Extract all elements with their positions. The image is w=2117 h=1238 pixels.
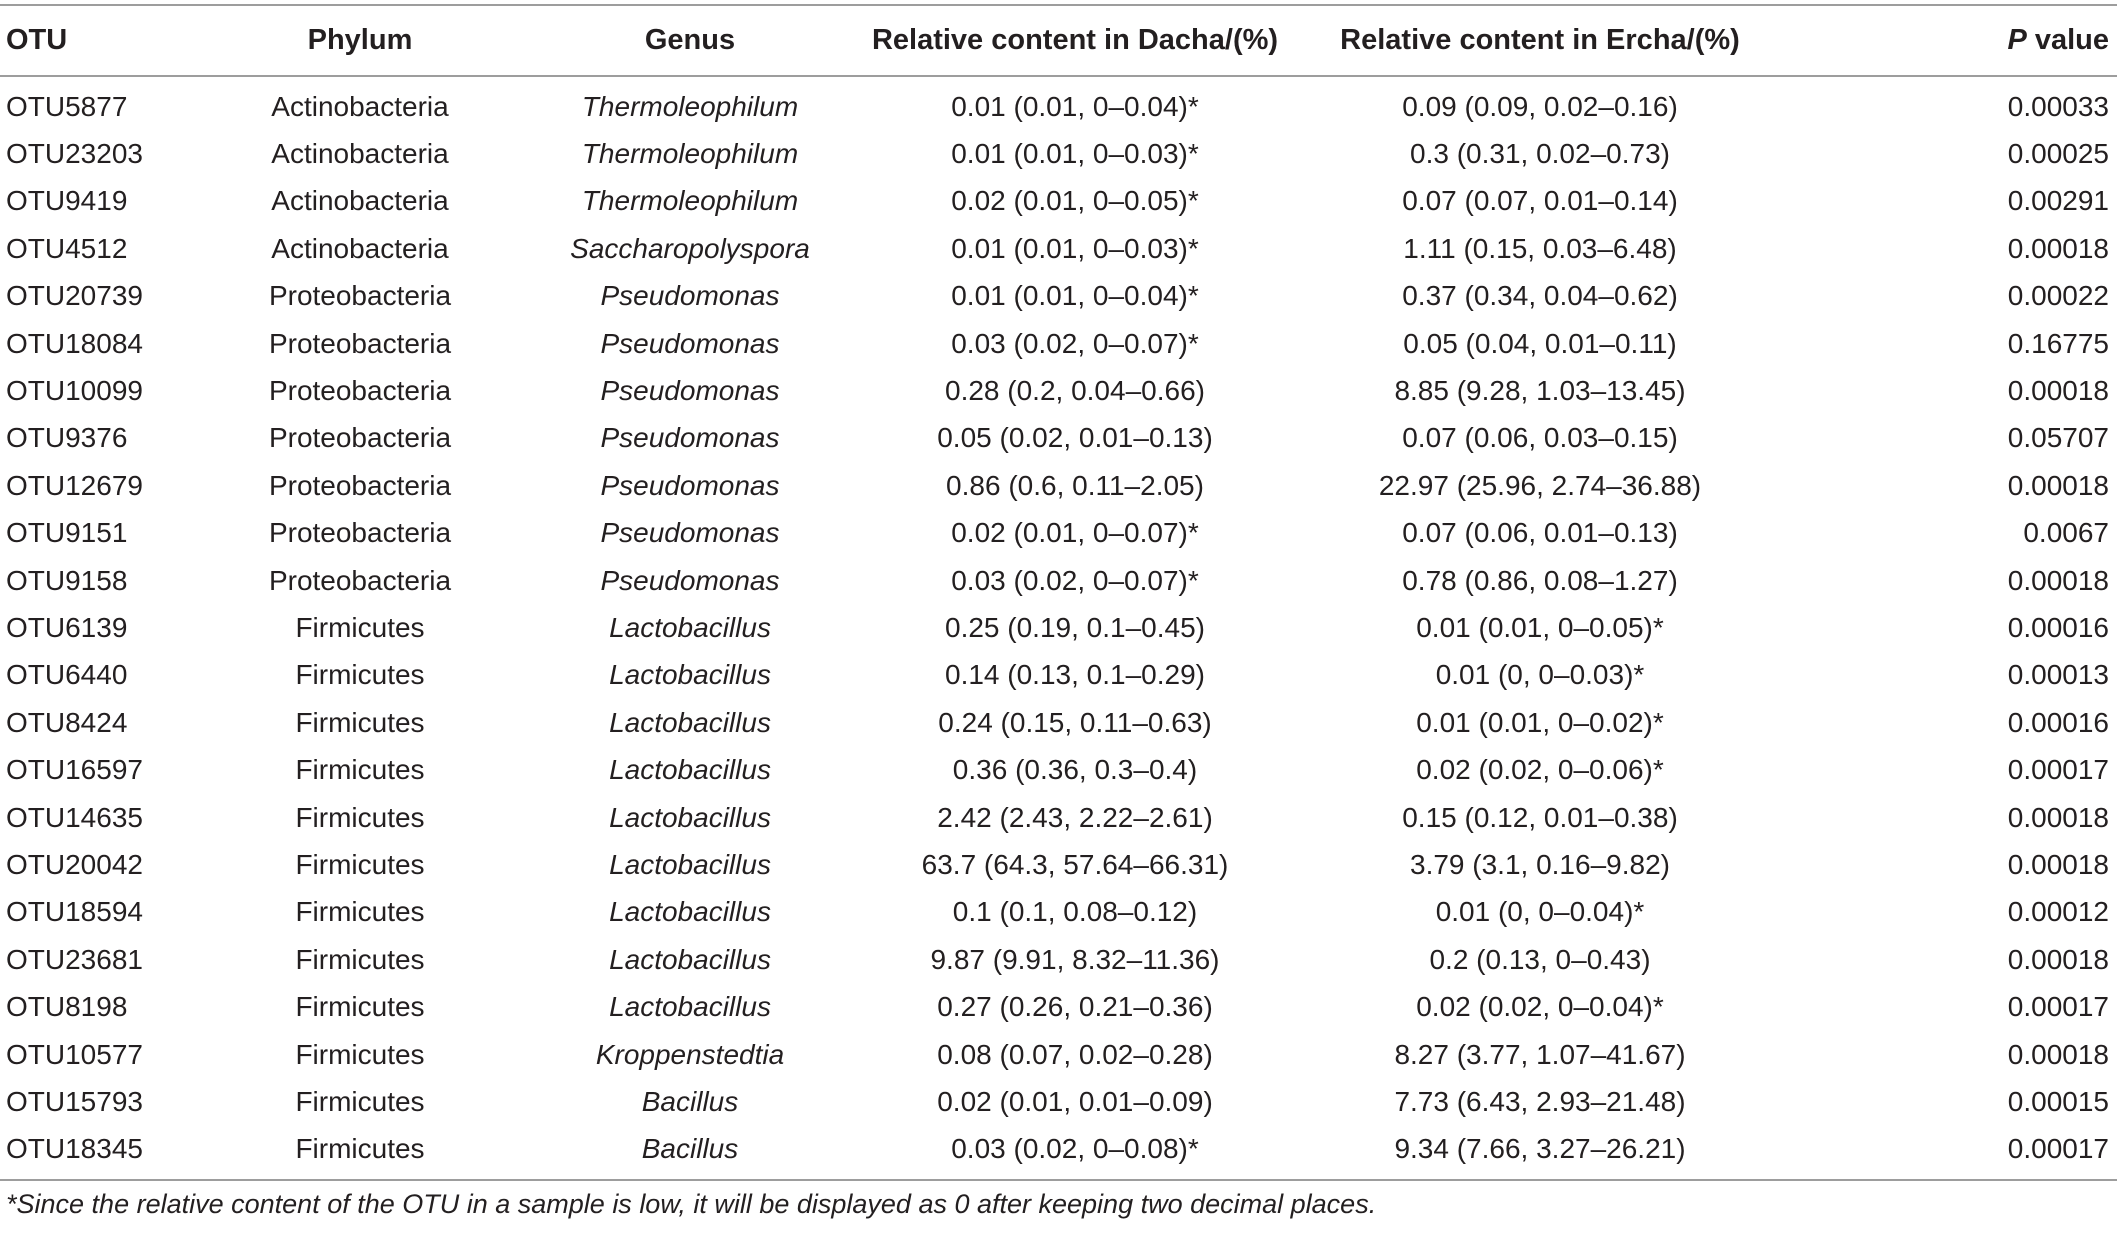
header-phylum: Phylum: [307, 24, 413, 56]
cell-phylum: Proteobacteria: [268, 422, 452, 454]
table-row: [0, 889, 2117, 936]
cell-genus: Lactobacillus: [609, 659, 771, 691]
cell-p-value: 0.00016: [2007, 611, 2109, 643]
cell-genus: Lactobacillus: [609, 611, 771, 643]
cell-dacha: 0.01 (0.01, 0–0.04)*: [951, 90, 1199, 122]
cell-genus: Saccharopolyspora: [570, 232, 810, 264]
cell-ercha: 0.01 (0.01, 0–0.02)*: [1416, 706, 1664, 738]
cell-otu: OTU4512: [6, 232, 128, 264]
cell-ercha: 0.3 (0.31, 0.02–0.73): [1410, 138, 1670, 170]
table-row: [0, 841, 2117, 888]
cell-dacha: 0.28 (0.2, 0.04–0.66): [945, 375, 1205, 407]
cell-p-value: 0.0067: [2023, 517, 2109, 549]
cell-ercha: 22.97 (25.96, 2.74–36.88): [1378, 469, 1702, 501]
cell-genus: Lactobacillus: [609, 991, 771, 1023]
cell-phylum: Actinobacteria: [271, 90, 449, 122]
table-row: [0, 1031, 2117, 1078]
header-dacha: Relative content in Dacha/(%): [871, 24, 1279, 56]
cell-genus: Pseudomonas: [600, 564, 780, 596]
table-row: [0, 320, 2117, 367]
cell-dacha: 0.01 (0.01, 0–0.04)*: [951, 280, 1199, 312]
cell-p-value: 0.00025: [2007, 138, 2109, 170]
table-footnote: *Since the relative content of the OTU in a sample is low, it will be displayed as 0 after keeping two decimal places.: [6, 1188, 1377, 1219]
cell-ercha: 0.05 (0.04, 0.01–0.11): [1403, 327, 1677, 359]
cell-dacha: 0.03 (0.02, 0–0.07)*: [951, 327, 1199, 359]
cell-genus: Pseudomonas: [600, 327, 780, 359]
header-p-rest: value: [2026, 24, 2109, 56]
cell-p-value: 0.00018: [2007, 232, 2109, 264]
cell-phylum: Proteobacteria: [268, 327, 452, 359]
cell-otu: OTU6440: [6, 659, 128, 691]
cell-ercha: 7.73 (6.43, 2.93–21.48): [1394, 1085, 1686, 1117]
cell-p-value: 0.00291: [2007, 185, 2109, 217]
cell-ercha: 0.02 (0.02, 0–0.06)*: [1416, 754, 1664, 786]
cell-phylum: Firmicutes: [295, 943, 425, 975]
cell-p-value: 0.00022: [2007, 280, 2109, 312]
header-p-letter: P: [2007, 24, 2027, 56]
cell-phylum: Firmicutes: [295, 801, 425, 833]
cell-genus: Bacillus: [641, 1133, 739, 1165]
cell-ercha: 0.07 (0.06, 0.01–0.13): [1402, 517, 1678, 549]
cell-ercha: 0.37 (0.34, 0.04–0.62): [1402, 280, 1678, 312]
cell-otu: OTU20042: [6, 848, 143, 880]
cell-otu: OTU23203: [6, 138, 143, 170]
cell-dacha: 9.87 (9.91, 8.32–11.36): [930, 943, 1220, 975]
cell-dacha: 63.7 (64.3, 57.64–66.31): [921, 848, 1229, 880]
cell-genus: Thermoleophilum: [581, 138, 799, 170]
otu-table: [0, 4, 2117, 1181]
cell-otu: OTU10099: [6, 375, 143, 407]
table-row: [0, 76, 2117, 130]
cell-p-value: 0.00018: [2007, 1038, 2109, 1070]
cell-otu: OTU12679: [6, 469, 143, 501]
table-row: [0, 415, 2117, 462]
cell-otu: OTU5877: [6, 90, 128, 122]
cell-p-value: 0.00018: [2007, 943, 2109, 975]
header-p-value: [1780, 5, 2117, 76]
table-body: [0, 76, 2117, 1180]
cell-otu: OTU8198: [6, 991, 128, 1023]
cell-ercha: 0.01 (0, 0–0.04)*: [1435, 896, 1645, 928]
cell-otu: OTU23681: [6, 943, 143, 975]
table-row: [0, 178, 2117, 225]
cell-phylum: Proteobacteria: [268, 564, 452, 596]
cell-genus: Thermoleophilum: [581, 90, 799, 122]
cell-otu: OTU10577: [6, 1038, 143, 1070]
header-genus: Genus: [644, 24, 736, 56]
cell-phylum: Proteobacteria: [268, 375, 452, 407]
cell-dacha: 0.01 (0.01, 0–0.03)*: [951, 232, 1199, 264]
cell-otu: OTU9158: [6, 564, 128, 596]
cell-otu: OTU9376: [6, 422, 128, 454]
cell-p-value: 0.05707: [2007, 422, 2109, 454]
cell-dacha: 0.03 (0.02, 0–0.07)*: [951, 564, 1199, 596]
cell-otu: OTU18345: [6, 1133, 143, 1165]
cell-p-value: 0.16775: [2007, 327, 2109, 359]
cell-phylum: Proteobacteria: [268, 280, 452, 312]
cell-genus: Lactobacillus: [609, 706, 771, 738]
table-row: [0, 936, 2117, 983]
cell-genus: Pseudomonas: [600, 280, 780, 312]
cell-phylum: Firmicutes: [295, 1038, 425, 1070]
table-row: [0, 367, 2117, 414]
table-row: [0, 746, 2117, 793]
cell-ercha: 3.79 (3.1, 0.16–9.82): [1410, 848, 1670, 880]
cell-ercha: 0.15 (0.12, 0.01–0.38): [1402, 801, 1678, 833]
table-row: [0, 1078, 2117, 1125]
cell-phylum: Actinobacteria: [271, 185, 449, 217]
cell-otu: OTU18084: [6, 327, 143, 359]
cell-p-value: 0.00012: [2007, 896, 2109, 928]
cell-phylum: Proteobacteria: [268, 469, 452, 501]
cell-genus: Kroppenstedtia: [595, 1038, 785, 1070]
cell-otu: OTU6139: [6, 611, 128, 643]
cell-dacha: 0.1 (0.1, 0.08–0.12): [952, 896, 1198, 928]
cell-ercha: 0.02 (0.02, 0–0.04)*: [1416, 991, 1664, 1023]
table-row: [0, 652, 2117, 699]
cell-genus: Lactobacillus: [609, 801, 771, 833]
cell-dacha: 0.02 (0.01, 0.01–0.09): [937, 1085, 1213, 1117]
cell-ercha: 0.2 (0.13, 0–0.43): [1429, 943, 1651, 975]
cell-genus: Pseudomonas: [600, 469, 780, 501]
table-row: [0, 699, 2117, 746]
header-ercha: Relative content in Ercha/(%): [1340, 24, 1740, 56]
cell-phylum: Firmicutes: [295, 848, 425, 880]
table-row: [0, 462, 2117, 509]
cell-otu: OTU9419: [6, 185, 128, 217]
cell-phylum: Firmicutes: [295, 706, 425, 738]
cell-p-value: 0.00015: [2007, 1085, 2109, 1117]
cell-phylum: Firmicutes: [295, 991, 425, 1023]
cell-phylum: Firmicutes: [295, 611, 425, 643]
cell-otu: OTU8424: [6, 706, 128, 738]
cell-phylum: Firmicutes: [295, 659, 425, 691]
cell-dacha: 0.08 (0.07, 0.02–0.28): [937, 1038, 1213, 1070]
cell-ercha: 1.11 (0.15, 0.03–6.48): [1403, 232, 1677, 264]
cell-genus: Lactobacillus: [609, 896, 771, 928]
cell-dacha: 2.42 (2.43, 2.22–2.61): [937, 801, 1213, 833]
cell-ercha: 8.27 (3.77, 1.07–41.67): [1394, 1038, 1686, 1070]
cell-genus: Lactobacillus: [609, 943, 771, 975]
cell-otu: OTU20739: [6, 280, 143, 312]
cell-ercha: 0.07 (0.07, 0.01–0.14): [1402, 185, 1678, 217]
cell-ercha: 8.85 (9.28, 1.03–13.45): [1394, 375, 1686, 407]
cell-dacha: 0.03 (0.02, 0–0.08)*: [951, 1133, 1199, 1165]
cell-otu: OTU9151: [6, 517, 128, 549]
table-row: [0, 225, 2117, 272]
cell-dacha: 0.02 (0.01, 0–0.07)*: [951, 517, 1199, 549]
cell-dacha: 0.36 (0.36, 0.3–0.4): [952, 754, 1198, 786]
cell-ercha: 0.07 (0.06, 0.03–0.15): [1402, 422, 1678, 454]
cell-p-value: 0.00017: [2007, 1133, 2109, 1165]
cell-otu: OTU18594: [6, 896, 143, 928]
cell-dacha: 0.02 (0.01, 0–0.05)*: [951, 185, 1199, 217]
cell-genus: Lactobacillus: [609, 754, 771, 786]
cell-otu: OTU15793: [6, 1085, 143, 1117]
cell-ercha: 0.78 (0.86, 0.08–1.27): [1402, 564, 1678, 596]
cell-phylum: Firmicutes: [295, 1133, 425, 1165]
cell-phylum: Actinobacteria: [271, 232, 449, 264]
cell-dacha: 0.27 (0.26, 0.21–0.36): [937, 991, 1213, 1023]
cell-genus: Bacillus: [641, 1085, 739, 1117]
cell-p-value: 0.00018: [2007, 469, 2109, 501]
cell-p-value: 0.00018: [2007, 564, 2109, 596]
cell-genus: Lactobacillus: [609, 848, 771, 880]
table-row: [0, 1126, 2117, 1180]
cell-ercha: 9.34 (7.66, 3.27–26.21): [1394, 1133, 1686, 1165]
cell-genus: Pseudomonas: [600, 422, 780, 454]
cell-phylum: Actinobacteria: [271, 138, 449, 170]
cell-dacha: 0.05 (0.02, 0.01–0.13): [937, 422, 1213, 454]
cell-phylum: Firmicutes: [295, 754, 425, 786]
cell-p-value: 0.00013: [2007, 659, 2109, 691]
table-row: [0, 983, 2117, 1030]
table-row: [0, 273, 2117, 320]
cell-dacha: 0.25 (0.19, 0.1–0.45): [945, 611, 1205, 643]
cell-genus: Thermoleophilum: [581, 185, 799, 217]
cell-p-value: 0.00018: [2007, 375, 2109, 407]
cell-ercha: 0.09 (0.09, 0.02–0.16): [1402, 90, 1678, 122]
cell-phylum: Firmicutes: [295, 1085, 425, 1117]
table-row: [0, 604, 2117, 651]
cell-otu: OTU16597: [6, 754, 143, 786]
cell-ercha: 0.01 (0, 0–0.03)*: [1435, 659, 1645, 691]
cell-dacha: 0.86 (0.6, 0.11–2.05): [946, 469, 1204, 501]
cell-dacha: 0.24 (0.15, 0.11–0.63): [938, 706, 1212, 738]
cell-p-value: 0.00033: [2007, 90, 2109, 122]
header-otu: OTU: [6, 24, 68, 56]
cell-genus: Pseudomonas: [600, 375, 780, 407]
cell-ercha: 0.01 (0.01, 0–0.05)*: [1416, 611, 1664, 643]
table-header-row: [0, 5, 2117, 76]
cell-phylum: Firmicutes: [295, 896, 425, 928]
cell-dacha: 0.14 (0.13, 0.1–0.29): [945, 659, 1205, 691]
table-row: [0, 130, 2117, 177]
cell-p-value: 0.00016: [2007, 706, 2109, 738]
cell-dacha: 0.01 (0.01, 0–0.03)*: [951, 138, 1199, 170]
table-row: [0, 794, 2117, 841]
cell-p-value: 0.00017: [2007, 754, 2109, 786]
cell-genus: Pseudomonas: [600, 517, 780, 549]
table-row: [0, 510, 2117, 557]
cell-p-value: 0.00018: [2007, 848, 2109, 880]
cell-p-value: 0.00017: [2007, 991, 2109, 1023]
cell-p-value: 0.00018: [2007, 801, 2109, 833]
cell-phylum: Proteobacteria: [268, 517, 452, 549]
cell-otu: OTU14635: [6, 801, 143, 833]
table-row: [0, 557, 2117, 604]
